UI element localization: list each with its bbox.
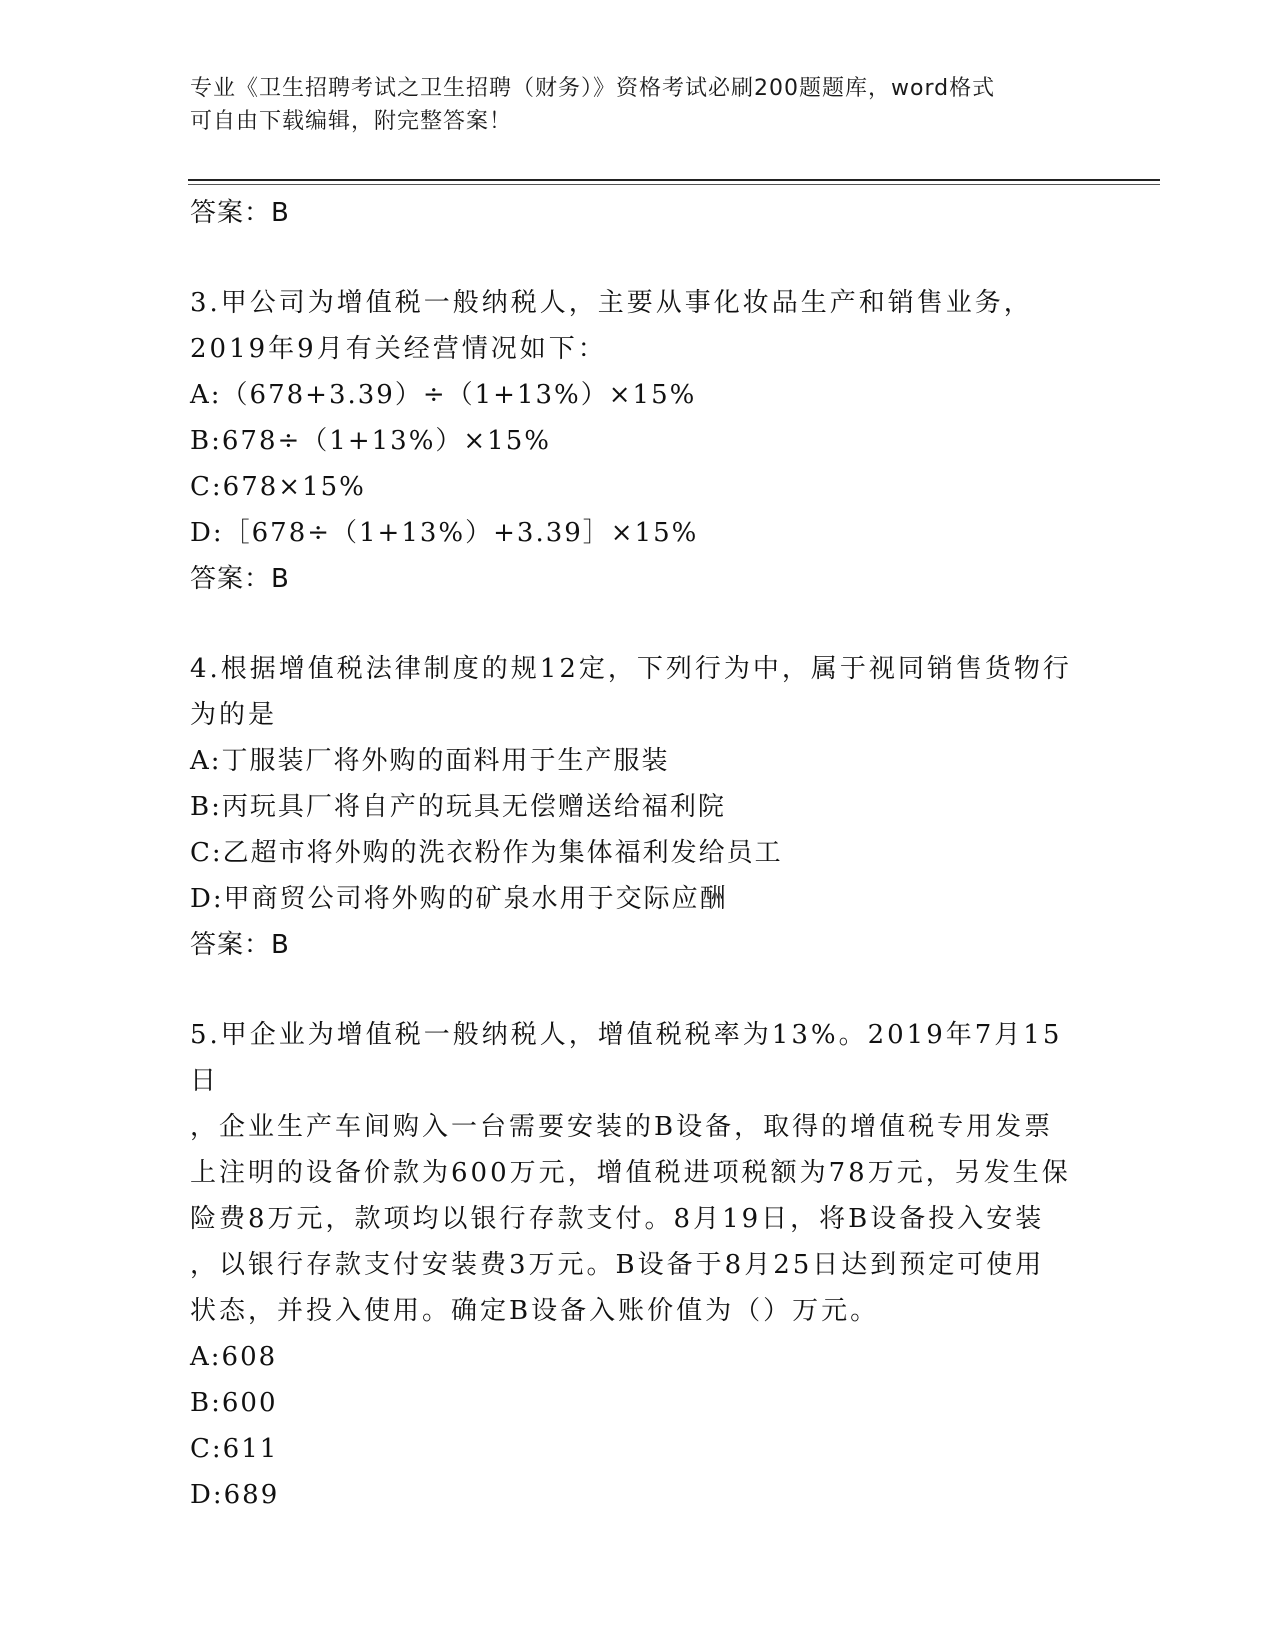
question-5-option-b: B:600 <box>190 1388 278 1418</box>
question-4-answer: 答案：B <box>190 930 290 960</box>
question-4 <box>190 646 1090 968</box>
question-5-text-line-1: 5.甲企业为增值税一般纳税人，增值税税率为13%。2019年7月15日 <box>190 1020 1063 1096</box>
question-3-option-c: C:678×15% <box>190 472 366 502</box>
question-4-option-b: B:丙玩具厂将自产的玩具无偿赠送给福利院 <box>190 792 726 822</box>
question-3-option-a: A:（678+3.39）÷（1+13%）×15% <box>190 380 697 410</box>
question-5-text-line-3: 上注明的设备价款为600万元，增值税进项税额为78万元，另发生保 <box>190 1158 1071 1188</box>
question-5-text-line-4: 险费8万元，款项均以银行存款支付。8月19日，将B设备投入安装 <box>190 1204 1045 1234</box>
question-5 <box>190 1012 1090 1518</box>
document-header <box>190 72 1090 138</box>
question-5-option-d: D:689 <box>190 1480 280 1510</box>
question-5-text-line-6: 状态，并投入使用。确定B设备入账价值为（）万元。 <box>190 1296 880 1326</box>
question-4-option-a: A:丁服装厂将外购的面料用于生产服装 <box>190 746 670 776</box>
question-4-text-line-1: 4.根据增值税法律制度的规12定，下列行为中，属于视同销售货物行 <box>190 654 1072 684</box>
question-4-option-d: D:甲商贸公司将外购的矿泉水用于交际应酬 <box>190 884 728 914</box>
header-divider-thick <box>188 179 1160 181</box>
header-divider-thin <box>188 184 1160 185</box>
question-3-option-b: B:678÷（1+13%）×15% <box>190 426 551 456</box>
question-3-answer: 答案：B <box>190 564 290 594</box>
spacer <box>190 236 1090 280</box>
header-line-2: 可自由下载编辑，附完整答案！ <box>190 109 513 134</box>
question-3-text-line-2: 2019年9月有关经营情况如下： <box>190 334 607 364</box>
spacer <box>190 968 1090 1012</box>
question-3-text-line-1: 3.甲公司为增值税一般纳税人，主要从事化妆品生产和销售业务， <box>190 288 1033 318</box>
spacer <box>190 602 1090 646</box>
header-line-1: 专业《卫生招聘考试之卫生招聘（财务）》资格考试必刷200题题库，word格式 <box>190 76 996 101</box>
answer-previous: 答案：B <box>190 198 290 228</box>
document-body <box>190 190 1090 1518</box>
question-4-text-line-2: 为的是 <box>190 700 278 730</box>
question-5-option-c: C:611 <box>190 1434 279 1464</box>
question-5-text-line-2: ，企业生产车间购入一台需要安装的B设备，取得的增值税专用发票 <box>190 1112 1054 1142</box>
question-3-option-d: D:［678÷（1+13%）+3.39］×15% <box>190 518 699 548</box>
question-4-option-c: C:乙超市将外购的洗衣粉作为集体福利发给员工 <box>190 838 783 868</box>
question-5-text-line-5: ，以银行存款支付安装费3万元。B设备于8月25日达到预定可使用 <box>190 1250 1045 1280</box>
question-3 <box>190 280 1090 602</box>
question-5-option-a: A:608 <box>190 1342 278 1372</box>
